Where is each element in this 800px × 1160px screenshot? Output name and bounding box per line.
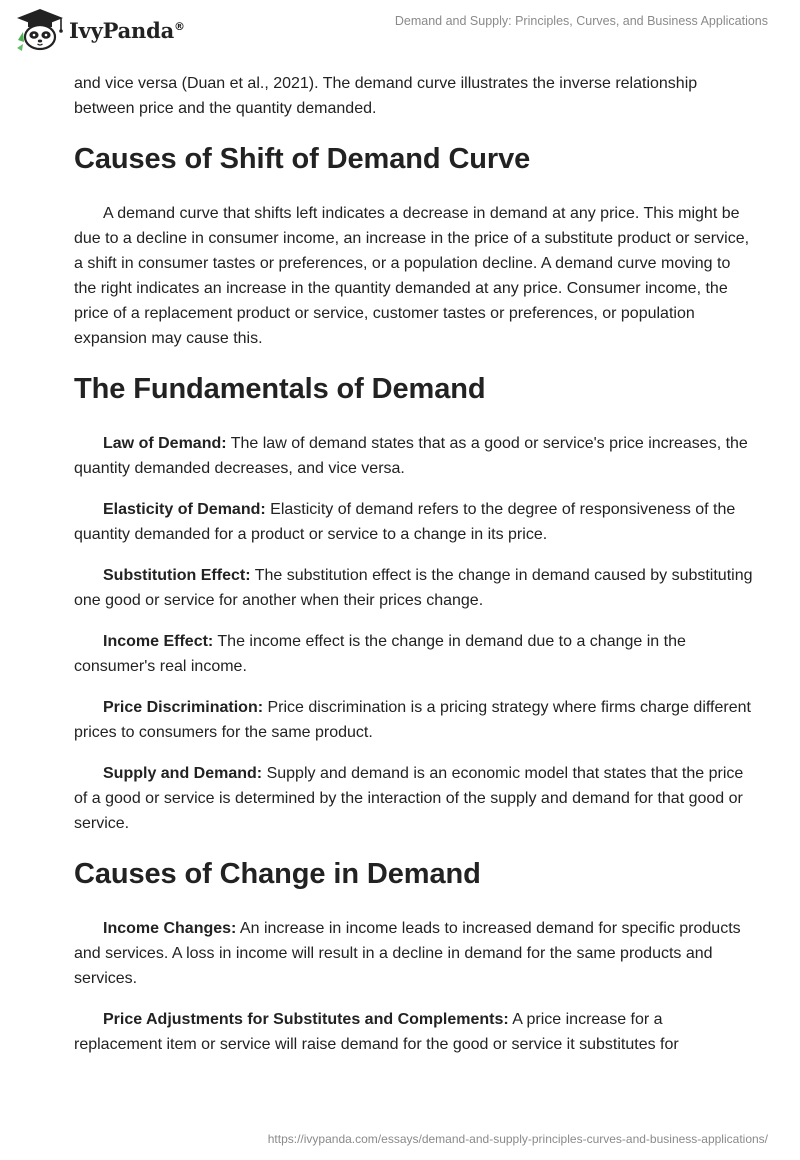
source-url[interactable]: https://ivypanda.com/essays/demand-and-supply-principles-curves-and-business-applications/ <box>267 1132 768 1146</box>
section-heading-shift-of-demand: Causes of Shift of Demand Curve <box>74 143 531 175</box>
ivypanda-logo[interactable] <box>14 8 185 52</box>
cause-term: Income Changes: <box>103 920 237 937</box>
intro-paragraph: and vice versa (Duan et al., 2021). The demand curve illustrates the inverse relationship between price and the quantity demanded. <box>74 75 698 117</box>
document-title: Demand and Supply: Principles, Curves, and Business Applications <box>394 14 768 28</box>
cause-text: An increase in income leads to increased demand for specific products and services. A loss in income will result in a decline in demand for the same products and services. <box>74 920 741 987</box>
section-heading-fundamentals: The Fundamentals of Demand <box>74 373 486 405</box>
definition-substitution-effect <box>74 563 754 613</box>
definition-term: Supply and Demand: <box>103 765 263 782</box>
page-header <box>0 0 800 60</box>
definition-text: The law of demand states that as a good or service's price increases, the quantity demanded decreases, and vice versa. <box>74 435 748 477</box>
definition-supply-and-demand <box>74 761 754 836</box>
definition-term: Income Effect: <box>103 633 214 650</box>
cause-income-changes <box>74 916 754 991</box>
definition-text: The income effect is the change in demand due to a change in the consumer's real income. <box>74 633 686 675</box>
definition-term: Price Discrimination: <box>103 699 264 716</box>
logo-wordmark: IvyPanda® <box>69 17 185 43</box>
definition-text: Supply and demand is an economic model that states that the price of a good or service is determined by the interaction of the supply and demand for that good or service. <box>74 765 744 832</box>
registered-mark: ® <box>174 19 185 33</box>
cause-price-adjustments <box>74 1007 754 1057</box>
definition-text: Price discrimination is a pricing strategy where firms charge different prices to consumers for the same product. <box>74 699 751 741</box>
cause-term: Price Adjustments for Substitutes and Complements: <box>103 1011 509 1028</box>
section-heading-change-in-demand: Causes of Change in Demand <box>74 858 481 890</box>
definition-term: Substitution Effect: <box>103 567 251 584</box>
cause-text: A price increase for a replacement item or service will raise demand for the good or service it substitutes for <box>74 1011 679 1053</box>
definition-term: Elasticity of Demand: <box>103 501 266 518</box>
definition-text: The substitution effect is the change in demand caused by substituting one good or service for another when their prices change. <box>74 567 753 609</box>
definition-law-of-demand <box>74 431 754 481</box>
shift-of-demand-paragraph: A demand curve that shifts left indicates a decrease in demand at any price. This might be due to a decline in consumer income, an increase in the price of a substitute product or service, a shift in consumer tastes or preferences, or a population decline. A demand curve moving to the right indicates an increase in the quantity demanded at any price. Consumer income, the price of a replacement product or service, customer tastes or preferences, or population expansion may cause this. <box>74 205 750 347</box>
definition-income-effect <box>74 629 754 679</box>
definition-elasticity <box>74 497 754 547</box>
panda-graduate-icon <box>14 8 66 52</box>
essay-content <box>74 71 754 1073</box>
definition-term: Law of Demand: <box>103 435 227 452</box>
definition-price-discrimination <box>74 695 754 745</box>
definition-text: Elasticity of demand refers to the degree of responsiveness of the quantity demanded for a product or service to a change in its price. <box>74 501 736 543</box>
